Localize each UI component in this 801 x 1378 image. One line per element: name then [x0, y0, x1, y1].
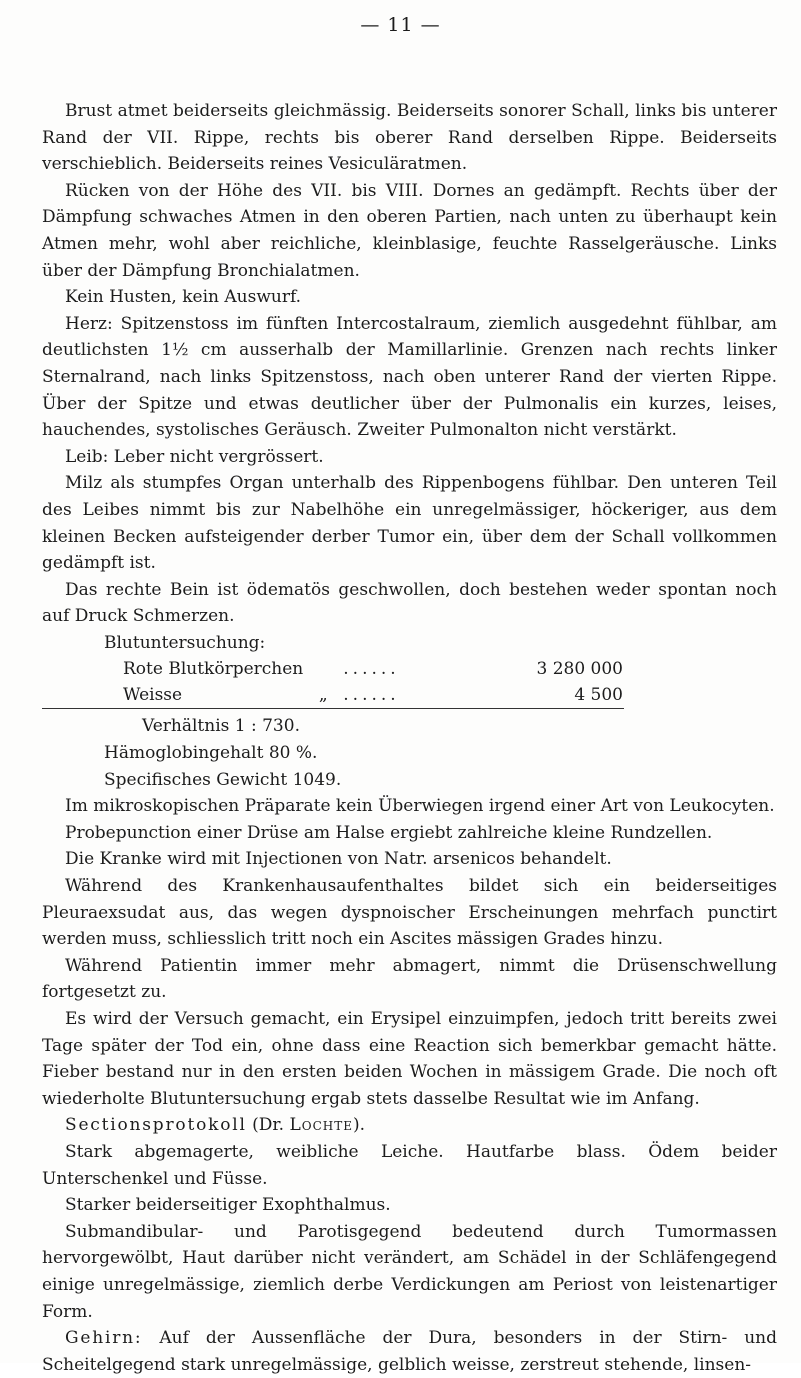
leader-dots: ...... — [343, 659, 400, 680]
table-rule — [42, 708, 624, 709]
paragraph-erysipel: Es wird der Versuch gemacht, ein Erysipel einzuimpfen, jedoch tritt bereits zwei Tage später der Tod ein, ohne dass eine Reaction sich bemerkbar gemacht hätte. Fieber bestand nur in den ersten beiden Wochen in mässigem Grade. Die noch oft wiederholte Blutuntersuchung ergab stets dasselbe Resultat wie im Anfang. — [42, 1009, 777, 1109]
author-name: Lochte — [289, 1115, 354, 1136]
paragraph-leukocyten: Im mikroskopischen Präparate kein Überwiegen irgend einer Art von Leukocyten. — [65, 796, 775, 817]
hemoglobin-value: Hämoglobingehalt 80 %. — [104, 743, 318, 764]
author-close: ). — [353, 1115, 366, 1136]
paragraph-leiche: Stark abgemagerte, weibliche Leiche. Hautfarbe blass. Ödem beider Unterschenkel und Füsse. — [42, 1141, 777, 1189]
paragraph-behandlung: Die Kranke wird mit Injectionen von Natr. arsenicos behandelt. — [65, 849, 612, 870]
table-row — [123, 656, 623, 682]
ditto-mark — [303, 656, 343, 682]
author-open: (Dr. — [252, 1115, 290, 1136]
paragraph-bein: Das rechte Bein ist ödematös geschwollen, doch bestehen weder spontan noch auf Druck Schmerzen. — [42, 579, 777, 627]
paragraph-submandibular: Submandibular- und Parotisgegend bedeutend durch Tumormassen hervorgewölbt, Haut darüber nicht verändert, am Schädel in der Schläfengegend einige unregelmässige, ziemlich derbe Verdickungen am Periost von leistenartiger Form. — [42, 1221, 777, 1322]
paragraph-milz: Milz als stumpfes Organ unterhalb des Rippenbogens fühlbar. Den unteren Teil des Leibes nimmt bis zur Nabelhöhe ein unregelmässiger, höckeriger, aus dem kleinen Becken aufsteigender derber Tumor ein, über dem der Schall vollkommen gedämpft ist. — [42, 473, 777, 574]
section-heading-text: Sectionsprotokoll — [65, 1115, 247, 1136]
paragraph-brust: Brust atmet beiderseits gleichmässig. Beiderseits sonorer Schall, links bis unterer Rand der VII. Rippe, rechts bis oberer Rand derselben Rippe. Beiderseits verschieblich. Beiderseits reines Vesiculäratmen. — [42, 101, 777, 175]
blood-test-title: Blutuntersuchung: — [104, 632, 266, 653]
row-value: 3 280 000 — [536, 659, 623, 680]
paragraph-pleuraexsudat: Während des Krankenhausaufenthaltes bildet sich ein beiderseitiges Pleuraexsudat aus, das wegen dyspnoischer Erscheinungen mehrfach punctirt werden muss, schliesslich tritt noch ein Ascites mässigen Grades hinzu. — [42, 876, 777, 950]
paragraph-herz: Herz: Spitzenstoss im fünften Intercostalraum, ziemlich ausgedehnt fühlbar, am deutlichsten 1½ cm ausserhalb der Mamillarlinie. Grenzen nach rechts linker Sternalrand, nach links Spitzenstoss, nach oben unterer Rand der vierten Rippe. Über der Spitze und etwas deutlicher über der Pulmonalis ein kurzes, leises, hauchendes, systolisches Geräusch. Zweiter Pulmonalton nicht verstärkt. — [42, 313, 777, 441]
paragraph-gehirn — [42, 1325, 777, 1378]
paragraph-probepunction: Probepunction einer Drüse am Halse ergiebt zahlreiche kleine Rundzellen. — [65, 822, 713, 843]
paragraph-abmagerung: Während Patientin immer mehr abmagert, nimmt die Drüsenschwellung fortgesetzt zu. — [42, 955, 777, 1003]
blood-test-block — [42, 630, 777, 793]
row-label: Weisse — [123, 685, 183, 706]
row-value: 4 500 — [574, 685, 623, 706]
paragraph-ruecken: Rücken von der Höhe des VII. bis VIII. Dornes an gedämpft. Rechts über der Dämpfung schwaches Atmen in den oberen Partien, nach unten zu überhaupt kein Atmen mehr, wohl aber reichliche, kleinblasige, feuchte Rasselgeräusche. Links über der Dämpfung Bronchialatmen. — [42, 180, 777, 281]
gehirn-text: Auf der Aussenfläche der Dura, besonders in der Stirn- und Scheitelgegend stark unregelmässige, gelblich weisse, zerstreut stehende, linsen- — [42, 1328, 777, 1375]
paragraph-exophthalmus: Starker beiderseitiger Exophthalmus. — [65, 1195, 391, 1216]
gehirn-label: Gehirn: — [65, 1328, 143, 1349]
page-body — [42, 98, 777, 1378]
page-number-header: — 11 — — [360, 14, 441, 36]
section-protocol-heading — [42, 1112, 777, 1139]
specific-gravity: Specifisches Gewicht 1049. — [104, 769, 342, 790]
paragraph-leib: Leib: Leber nicht vergrössert. — [65, 446, 324, 467]
table-row — [123, 682, 623, 708]
leader-dots: ...... — [343, 685, 400, 706]
ditto-mark: „ — [318, 685, 328, 706]
blood-ratio: Verhältnis 1 : 730. — [142, 716, 300, 737]
row-label: Rote Blutkörperchen — [123, 659, 304, 680]
paragraph-husten: Kein Husten, kein Auswurf. — [65, 287, 302, 308]
blood-count-table — [123, 656, 623, 708]
